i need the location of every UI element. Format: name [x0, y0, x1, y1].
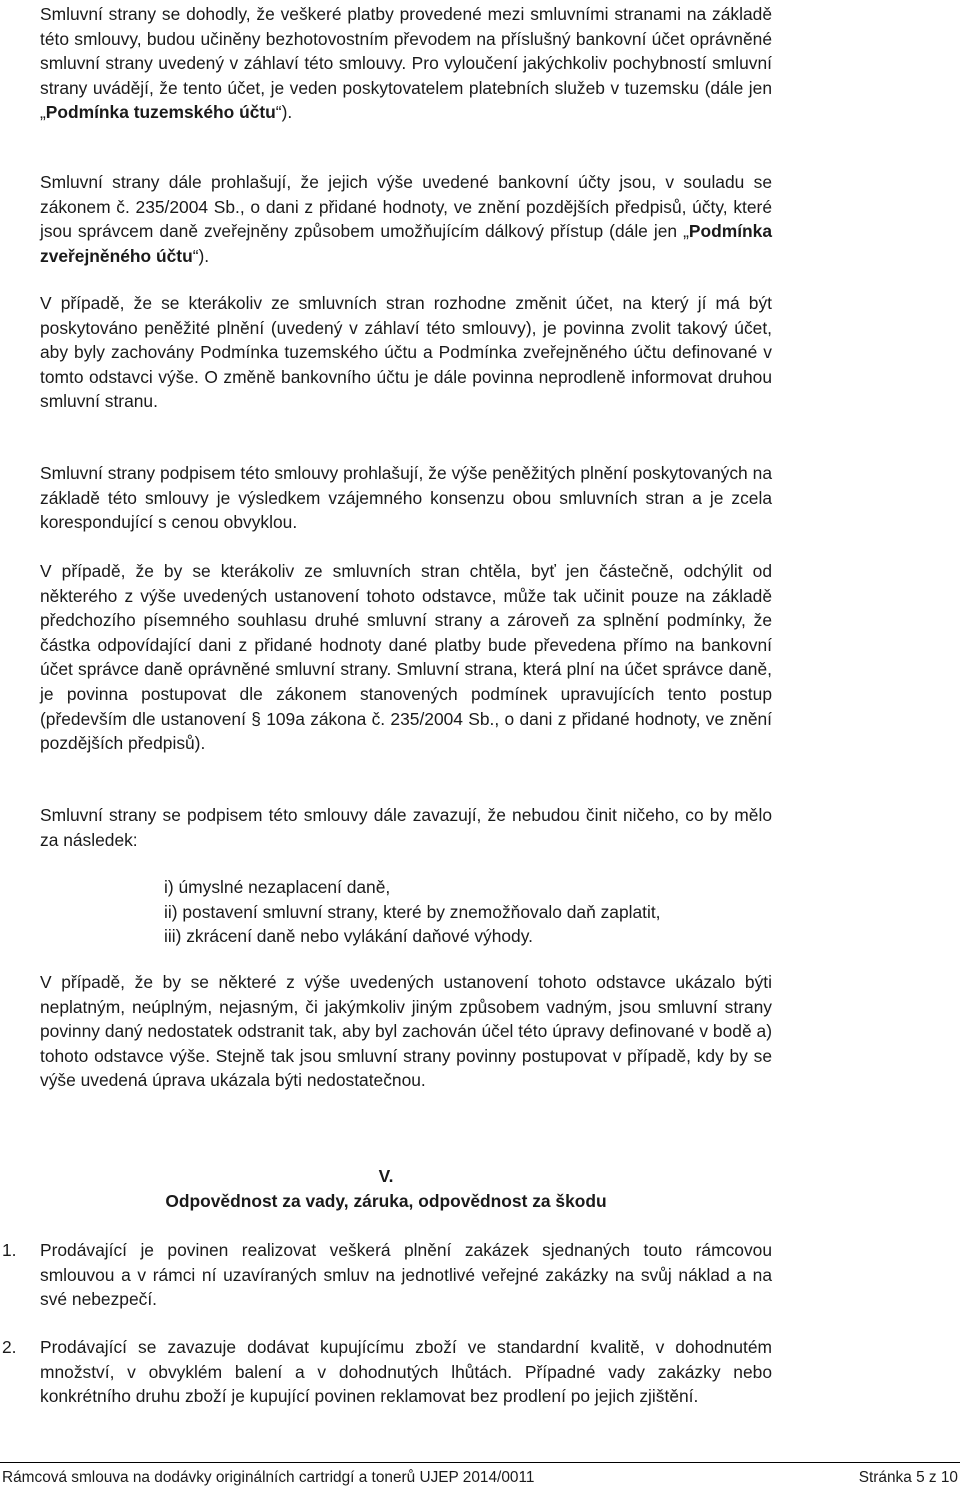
list-item: ii) postavení smluvní strany, které by znemožňovalo daň zaplatit, — [164, 901, 661, 922]
footer-document-title: Rámcová smlouva na dodávky originálních cartridgí a tonerů UJEP 2014/0011 — [2, 1469, 535, 1486]
item-text: Prodávající se zavazuje dodávat kupujícímu zboží ve standardní kvalitě, v dohodnutém množství, v obvyklém balení a v dohodnutých lhůtách. Případné vady zakázky nebo konkrétního druhu zboží je kupující povinen reklamovat bez prodlení po jejich zjištění. — [40, 1337, 772, 1407]
paragraph-text: “). — [275, 102, 293, 123]
paragraph-consensus: Smluvní strany podpisem této smlouvy prohlašují, že výše peněžitých plnění poskytovaných na základě této smlouvy je výsledkem vzájemného konsenzu obou smluvních stran a je zcela korespondující s cenou obvyklou. — [40, 463, 772, 533]
paragraph-invalidity: V případě, že by se některé z výše uvedených ustanovení tohoto odstavce ukázalo býti neplatným, neúplným, nejasným, či jakýmkoliv jiným způsobem vadným, jsou smluvní strany povinny daný nedostatek odstranit tak, aby byl zachován účel této úpravy definované v bodě a) tohoto odstavce výše. Stejně tak jsou smluvní strany povinny postupovat v případě, kdy by se výše uvedená úprava ukázala býti nedostatečnou. — [40, 972, 772, 1091]
item-text: Prodávající je povinen realizovat veškerá plnění zakázek sjednaných touto rámcovou smlouvou a v rámci ní uzavíraných smluv na jednotlivé veřejné zakázky na svůj náklad a na své nebezpečí. — [40, 1240, 772, 1310]
item-number: 1. — [2, 1240, 17, 1260]
paragraph-text: Smluvní strany se dohodly, že veškeré platby provedené mezi smluvními stranami na základě této smlouvy, budou učiněny bezhotovostním převodem na příslušný bankovní účet oprávněné smluvní strany uvedený v záhlaví této smlouvy. Pro vyloučení jakýchkoliv pochybností smluvní strany uvádějí, že tento účet, je veden poskytovatelem platebních služeb v tuzemsku (dále jen „ — [40, 4, 772, 123]
paragraph-payments — [40, 2, 772, 125]
defined-term: Podmínka tuzemského účtu — [45, 102, 276, 123]
paragraph-text: Smluvní strany dále prohlašují, že jejich výše uvedené bankovní účty jsou, v souladu se zákonem č. 235/2004 Sb., o dani z přidané hodnoty, ve znění pozdějších předpisů, účty, které jsou správcem daně zveřejněny způsobem umožňujícím dálkový přístup (dále jen „ — [40, 172, 772, 242]
obligation-list — [164, 875, 804, 949]
page-footer — [0, 1462, 960, 1492]
paragraph-text: “). — [192, 245, 210, 266]
paragraph-deviation: V případě, že by se kterákoliv ze smluvních stran chtěla, byť jen částečně, odchýlit od některého z výše uvedených ustanovení tohoto odstavce, může tak učinit pouze na základě předchozího písemného souhlasu druhé smluvní strany a zároveň za splnění podmínky, že částka odpovídající dani z přidané hodnoty dané platby bude převedena přímo na bankovní účet správce daně oprávněné smluvní strany. Smluvní strana, která plní na účet správce daně, je povinna postupovat dle zákonem stanovených podmínek upravujících tento postup (především dle ustanovení § 109a zákona č. 235/2004 Sb., o dani z přidané hodnoty, ve znění pozdějších předpisů). — [40, 561, 772, 754]
item-number: 2. — [2, 1337, 17, 1357]
defined-term: Podmínka zveřejněného účtu — [40, 221, 772, 266]
paragraph-obligation: Smluvní strany se podpisem této smlouvy dále zavazují, že nebudou činit ničeho, co by mělo za následek: — [40, 805, 772, 850]
list-item: iii) zkrácení daně nebo vylákání daňové výhody. — [164, 926, 533, 947]
paragraph-account-change: V případě, že se kterákoliv ze smluvních stran rozhodne změnit účet, na který jí má být poskytováno peněžité plnění (uvedený v záhlaví této smlouvy), je povinna zvolit takový účet, aby byly zachovány Podmínka tuzemského účtu a Podmínka zveřejněného účtu definované v tomto odstavci výše. O změně bankovního účtu je dále povinna neprodleně informovat druhou smluvní stranu. — [40, 293, 772, 412]
paragraph-published-account — [40, 170, 772, 268]
list-item: i) úmyslné nezaplacení daně, — [164, 877, 391, 897]
footer-page-number: Stránka 5 z 10 — [858, 1469, 958, 1486]
section-number: V. — [378, 1166, 394, 1186]
section-title: Odpovědnost za vady, záruka, odpovědnost za škodu — [165, 1191, 607, 1211]
